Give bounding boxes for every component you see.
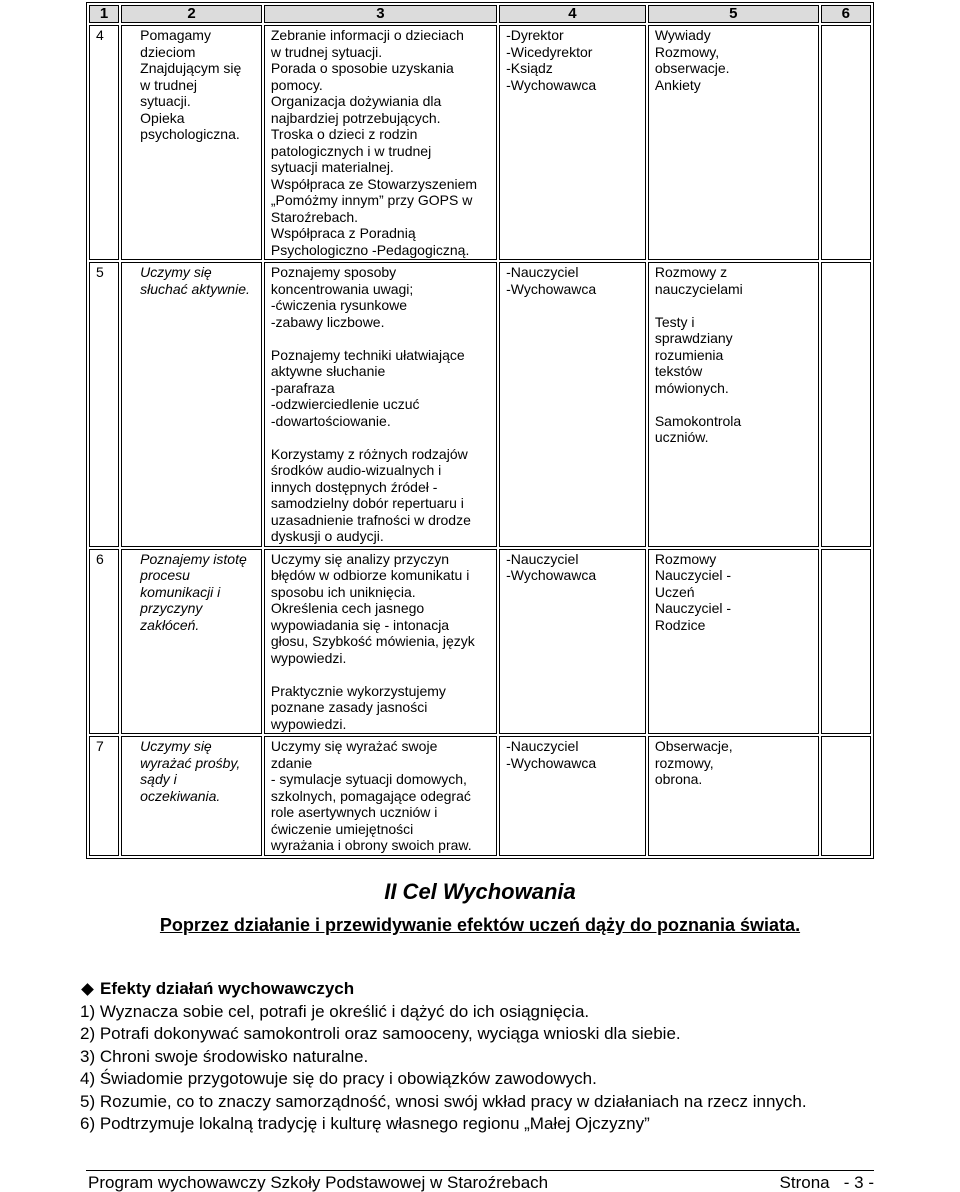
empty-cell bbox=[821, 25, 871, 260]
cell-line: Nauczyciel - bbox=[654, 567, 732, 583]
cell-line: Poznajemy sposoby bbox=[270, 264, 397, 280]
cell-line: wypowiadania się - intonacja bbox=[270, 616, 450, 633]
cell-line: sposobu ich uniknięcia. bbox=[270, 583, 416, 600]
cell-line: sytuacji materialnej. bbox=[270, 159, 394, 175]
cell-line: Staroźrebach. bbox=[270, 208, 359, 225]
cell-line: szkolnych, pomagające odegrać bbox=[270, 787, 471, 804]
cell-line: dyskusji o audycji. bbox=[270, 528, 384, 544]
cell-line: Współpraca z Poradnią bbox=[270, 225, 416, 241]
cell-line: wyrażać prośby, bbox=[140, 754, 241, 771]
cell-line: zakłóceń. bbox=[140, 616, 200, 633]
cell-line: -Nauczyciel bbox=[506, 264, 579, 280]
table-row bbox=[89, 25, 871, 260]
cell-line: Organizacja dożywiania dla bbox=[270, 93, 442, 109]
cell-line: Korzystamy z różnych rodzajów bbox=[270, 445, 468, 462]
cell-line: sądy i bbox=[140, 771, 177, 787]
cell-line: Rodzice bbox=[654, 616, 706, 633]
responsible-cell bbox=[499, 25, 646, 260]
table-row bbox=[89, 549, 871, 735]
cell-line: psychologiczna. bbox=[140, 126, 240, 142]
method-cell bbox=[648, 25, 819, 260]
cell-line: środków audio-wizualnych i bbox=[270, 462, 442, 478]
cell-line: komunikacji i bbox=[140, 583, 221, 600]
table-row bbox=[89, 262, 871, 547]
method-cell bbox=[648, 549, 819, 735]
cell-line: rozmowy, bbox=[654, 754, 714, 771]
row-number-cell: 4 bbox=[89, 25, 119, 260]
cell-line: sytuacji. bbox=[140, 93, 191, 109]
topic-cell bbox=[121, 262, 262, 547]
cell-line: obrona. bbox=[654, 771, 703, 787]
cell-line: samodzielny dobór repertuaru i bbox=[270, 495, 464, 511]
cell-line: Psychologiczno -Pedagogiczną. bbox=[270, 241, 470, 258]
cell-line: -dowartościowanie. bbox=[270, 412, 391, 429]
responsible-cell bbox=[499, 736, 646, 856]
cell-line: procesu bbox=[140, 567, 190, 583]
effects-heading-text: Efekty działań wychowawczych bbox=[100, 979, 355, 998]
cell-line: Opieka bbox=[140, 109, 185, 126]
row-number-cell: 6 bbox=[89, 549, 119, 735]
task-cell bbox=[264, 262, 497, 547]
empty-cell bbox=[821, 736, 871, 856]
cell-line: Określenia cech jasnego bbox=[270, 600, 425, 616]
cell-line: oczekiwania. bbox=[140, 787, 221, 804]
cell-line: Porada o sposobie uzyskania bbox=[270, 60, 454, 76]
diamond-bullet-icon bbox=[81, 983, 94, 996]
spacer bbox=[271, 666, 492, 683]
cell-line: role asertywnych uczniów i bbox=[270, 804, 438, 820]
task-cell bbox=[264, 736, 497, 856]
cell-line: - symulacje sytuacji domowych, bbox=[270, 771, 467, 787]
cell-line: -zabawy liczbowe. bbox=[270, 313, 385, 330]
method-cell bbox=[648, 736, 819, 856]
row-number-cell: 7 bbox=[89, 736, 119, 856]
effect-item: 1) Wyznacza sobie cel, potrafi je określić i dążyć do ich osiągnięcia. bbox=[80, 1001, 590, 1021]
cell-line: nauczycielami bbox=[654, 280, 743, 297]
cell-line: Troska o dzieci z rodzin bbox=[270, 126, 418, 142]
effect-item: 2) Potrafi dokonywać samokontroli oraz samooceny, wyciąga wnioski dla siebie. bbox=[80, 1024, 681, 1043]
cell-line: Praktycznie wykorzystujemy bbox=[270, 682, 446, 699]
aim-statement: Poprzez działanie i przewidywanie efektów uczeń dąży do poznania świata. bbox=[159, 915, 801, 935]
row-number-cell: 5 bbox=[89, 262, 119, 547]
cell-line: Rozmowy, bbox=[654, 43, 720, 60]
cell-line: uczniów. bbox=[654, 429, 709, 445]
cell-line: -Nauczyciel bbox=[506, 738, 579, 754]
spacer bbox=[655, 396, 814, 413]
method-cell bbox=[648, 262, 819, 547]
cell-line: przyczyny bbox=[140, 600, 203, 616]
effect-item: 4) Świadomie przygotowuje się do pracy i obowiązków zawodowych. bbox=[80, 1069, 597, 1088]
cell-line: ćwiczenie umiejętności bbox=[270, 820, 414, 837]
cell-line: -ćwiczenia rysunkowe bbox=[270, 297, 408, 313]
header-cell: 1 bbox=[89, 5, 119, 23]
table-header-row bbox=[89, 5, 871, 23]
cell-line: uzasadnienie trafności w drodze bbox=[270, 511, 471, 528]
cell-line: Poznajemy istotę bbox=[140, 550, 247, 567]
cell-line: Rozmowy bbox=[654, 550, 717, 567]
cell-line: -Wicedyrektor bbox=[506, 43, 593, 60]
topic-cell bbox=[121, 736, 262, 856]
cell-line: Ankiety bbox=[654, 76, 701, 93]
cell-line: -odzwierciedlenie uczuć bbox=[270, 396, 420, 412]
cell-line: Zebranie informacji o dzieciach bbox=[270, 27, 464, 43]
cell-line: Rozmowy z bbox=[654, 264, 728, 280]
cell-line: -Wychowawca bbox=[506, 754, 597, 771]
cell-line: błędów w odbiorze komunikatu i bbox=[270, 567, 470, 583]
cell-line: najbardziej potrzebujących. bbox=[270, 109, 441, 126]
cell-line: dzieciom bbox=[140, 43, 196, 60]
cell-line: wyrażania i obrony swoich praw. bbox=[270, 837, 472, 853]
header-cell: 6 bbox=[821, 5, 871, 23]
footer-page-number: Strona - 3 - bbox=[779, 1173, 874, 1192]
cell-line: słuchać aktywnie. bbox=[140, 280, 250, 297]
header-cell: 4 bbox=[499, 5, 646, 23]
cell-line: Poznajemy techniki ułatwiające bbox=[270, 346, 465, 363]
task-cell bbox=[264, 549, 497, 735]
cell-line: Uczeń bbox=[654, 583, 695, 600]
cell-line: -parafraza bbox=[270, 379, 335, 396]
section-title: II Cel Wychowania bbox=[384, 879, 576, 904]
cell-line: w trudnej bbox=[140, 76, 197, 93]
cell-line: Uczymy się analizy przyczyn bbox=[270, 550, 450, 567]
cell-line: obserwacje. bbox=[654, 60, 730, 76]
plan-table bbox=[86, 2, 874, 859]
cell-line: koncentrowania uwagi; bbox=[270, 280, 414, 297]
table-body bbox=[89, 5, 871, 856]
table-row bbox=[89, 736, 871, 856]
task-cell bbox=[264, 25, 497, 260]
topic-cell bbox=[121, 25, 262, 260]
effect-item: 5) Rozumie, co to znaczy samorządność, wnosi swój wkład pracy w działaniach na rzecz innych. bbox=[80, 1091, 807, 1111]
cell-line: mówionych. bbox=[654, 379, 729, 396]
effects-list bbox=[80, 978, 904, 1136]
cell-line: aktywne słuchanie bbox=[270, 363, 386, 379]
cell-line: -Dyrektor bbox=[506, 27, 564, 43]
cell-line: innych dostępnych źródeł - bbox=[270, 478, 438, 495]
cell-line: sprawdziany bbox=[654, 330, 733, 346]
cell-line: wypowiedzi. bbox=[270, 649, 347, 666]
topic-cell bbox=[121, 549, 262, 735]
cell-line: Samokontrola bbox=[654, 412, 742, 429]
cell-line: Testy i bbox=[654, 313, 695, 330]
cell-line: Uczymy się bbox=[140, 264, 212, 280]
cell-line: tekstów bbox=[654, 363, 703, 379]
cell-line: -Ksiądz bbox=[506, 60, 553, 76]
cell-line: Nauczyciel - bbox=[654, 600, 732, 616]
cell-line: Obserwacje, bbox=[654, 738, 733, 754]
header-cell: 3 bbox=[264, 5, 497, 23]
cell-line: -Wychowawca bbox=[506, 280, 597, 297]
cell-line: poznane zasady jasności bbox=[270, 699, 428, 715]
cell-line: Znajdującym się bbox=[140, 60, 242, 76]
effects-heading bbox=[80, 978, 904, 1001]
spacer bbox=[271, 429, 492, 446]
spacer bbox=[655, 297, 814, 314]
header-cell: 2 bbox=[121, 5, 262, 23]
header-cell: 5 bbox=[648, 5, 819, 23]
cell-line: -Nauczyciel bbox=[506, 550, 579, 567]
cell-line: rozumienia bbox=[654, 346, 724, 363]
cell-line: -Wychowawca bbox=[506, 76, 597, 93]
cell-line: patologicznych i w trudnej bbox=[270, 142, 432, 159]
effect-item: 3) Chroni swoje środowisko naturalne. bbox=[80, 1046, 369, 1066]
cell-line: Uczymy się bbox=[140, 738, 212, 754]
empty-cell bbox=[821, 262, 871, 547]
cell-line: głosu, Szybkość mówienia, język bbox=[270, 633, 475, 649]
cell-line: „Pomóżmy innym” przy GOPS w bbox=[270, 192, 473, 208]
cell-line: Współpraca ze Stowarzyszeniem bbox=[270, 175, 478, 192]
cell-line: pomocy. bbox=[270, 76, 323, 93]
empty-cell bbox=[821, 549, 871, 735]
cell-line: wypowiedzi. bbox=[270, 715, 347, 732]
spacer bbox=[271, 330, 492, 347]
footer-program-title: Program wychowawczy Szkoły Podstawowej w Staroźrebach bbox=[88, 1173, 549, 1192]
effect-item: 6) Podtrzymuje lokalną tradycję i kulturę własnego regionu „Małej Ojczyzny” bbox=[80, 1114, 650, 1133]
cell-line: Pomagamy bbox=[140, 27, 211, 43]
responsible-cell bbox=[499, 262, 646, 547]
page-footer bbox=[86, 1170, 874, 1192]
cell-line: w trudnej sytuacji. bbox=[270, 43, 383, 60]
cell-line: Uczymy się wyrażać swoje bbox=[270, 738, 438, 754]
cell-line: zdanie bbox=[270, 754, 313, 771]
cell-line: Wywiady bbox=[654, 27, 711, 43]
cell-line: -Wychowawca bbox=[506, 567, 597, 583]
responsible-cell bbox=[499, 549, 646, 735]
